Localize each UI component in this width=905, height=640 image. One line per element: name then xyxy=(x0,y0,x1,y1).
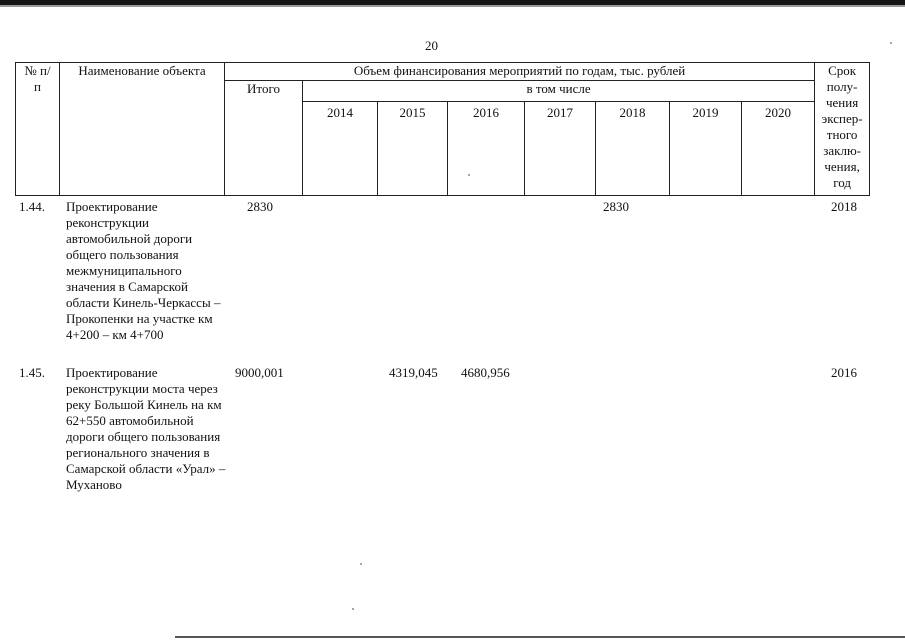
header-total-col: Итого xyxy=(225,81,303,196)
row-value-2018: 2830 xyxy=(603,199,629,214)
row-value-2016: 4680,956 xyxy=(461,365,510,380)
row-term: 2016 xyxy=(831,365,857,380)
row-number: 1.45. xyxy=(19,365,45,380)
header-year-2016: 2016 xyxy=(448,102,525,196)
scan-speck xyxy=(890,42,892,44)
header-year-2015: 2015 xyxy=(378,102,448,196)
page-number: 20 xyxy=(425,38,438,53)
row-value-2015: 4319,045 xyxy=(389,365,438,380)
row-total: 9000,001 xyxy=(235,365,284,380)
header-year-2017: 2017 xyxy=(525,102,596,196)
scan-speck xyxy=(352,608,354,610)
header-num-col: № п/п xyxy=(16,63,60,196)
row-object-name: Проектирование реконструкции автомобильной дороги общего пользования межмуниципального значения в Самарской области Кинель-Черкассы – Прокопенки на участке км 4+200 – км 4+700 xyxy=(66,199,221,342)
scan-edge-bottom xyxy=(175,636,905,638)
header-name-col: Наименование объекта xyxy=(60,63,225,196)
header-year-2020: 2020 xyxy=(742,102,815,196)
row-total: 2830 xyxy=(247,199,273,214)
header-including-col: в том числе xyxy=(303,81,815,102)
header-year-2018: 2018 xyxy=(596,102,670,196)
header-year-2014: 2014 xyxy=(303,102,378,196)
scan-speck xyxy=(360,563,362,565)
scan-edge-top-shadow xyxy=(0,5,905,7)
header-term-col: Срок полу-чения экспер-тного заклю-чения, год xyxy=(815,63,870,196)
row-number: 1.44. xyxy=(19,199,45,214)
header-year-2019: 2019 xyxy=(670,102,742,196)
header-volume-col: Объем финансирования мероприятий по годам, тыс. рублей xyxy=(225,63,815,81)
scan-speck xyxy=(468,174,470,176)
row-term: 2018 xyxy=(831,199,857,214)
row-object-name: Проектирование реконструкции моста через реку Большой Кинель на км 62+550 автомобильной дороги общего пользования регионального значения в Самарской области «Урал» – Муханово xyxy=(66,365,226,492)
table-header xyxy=(15,62,870,196)
